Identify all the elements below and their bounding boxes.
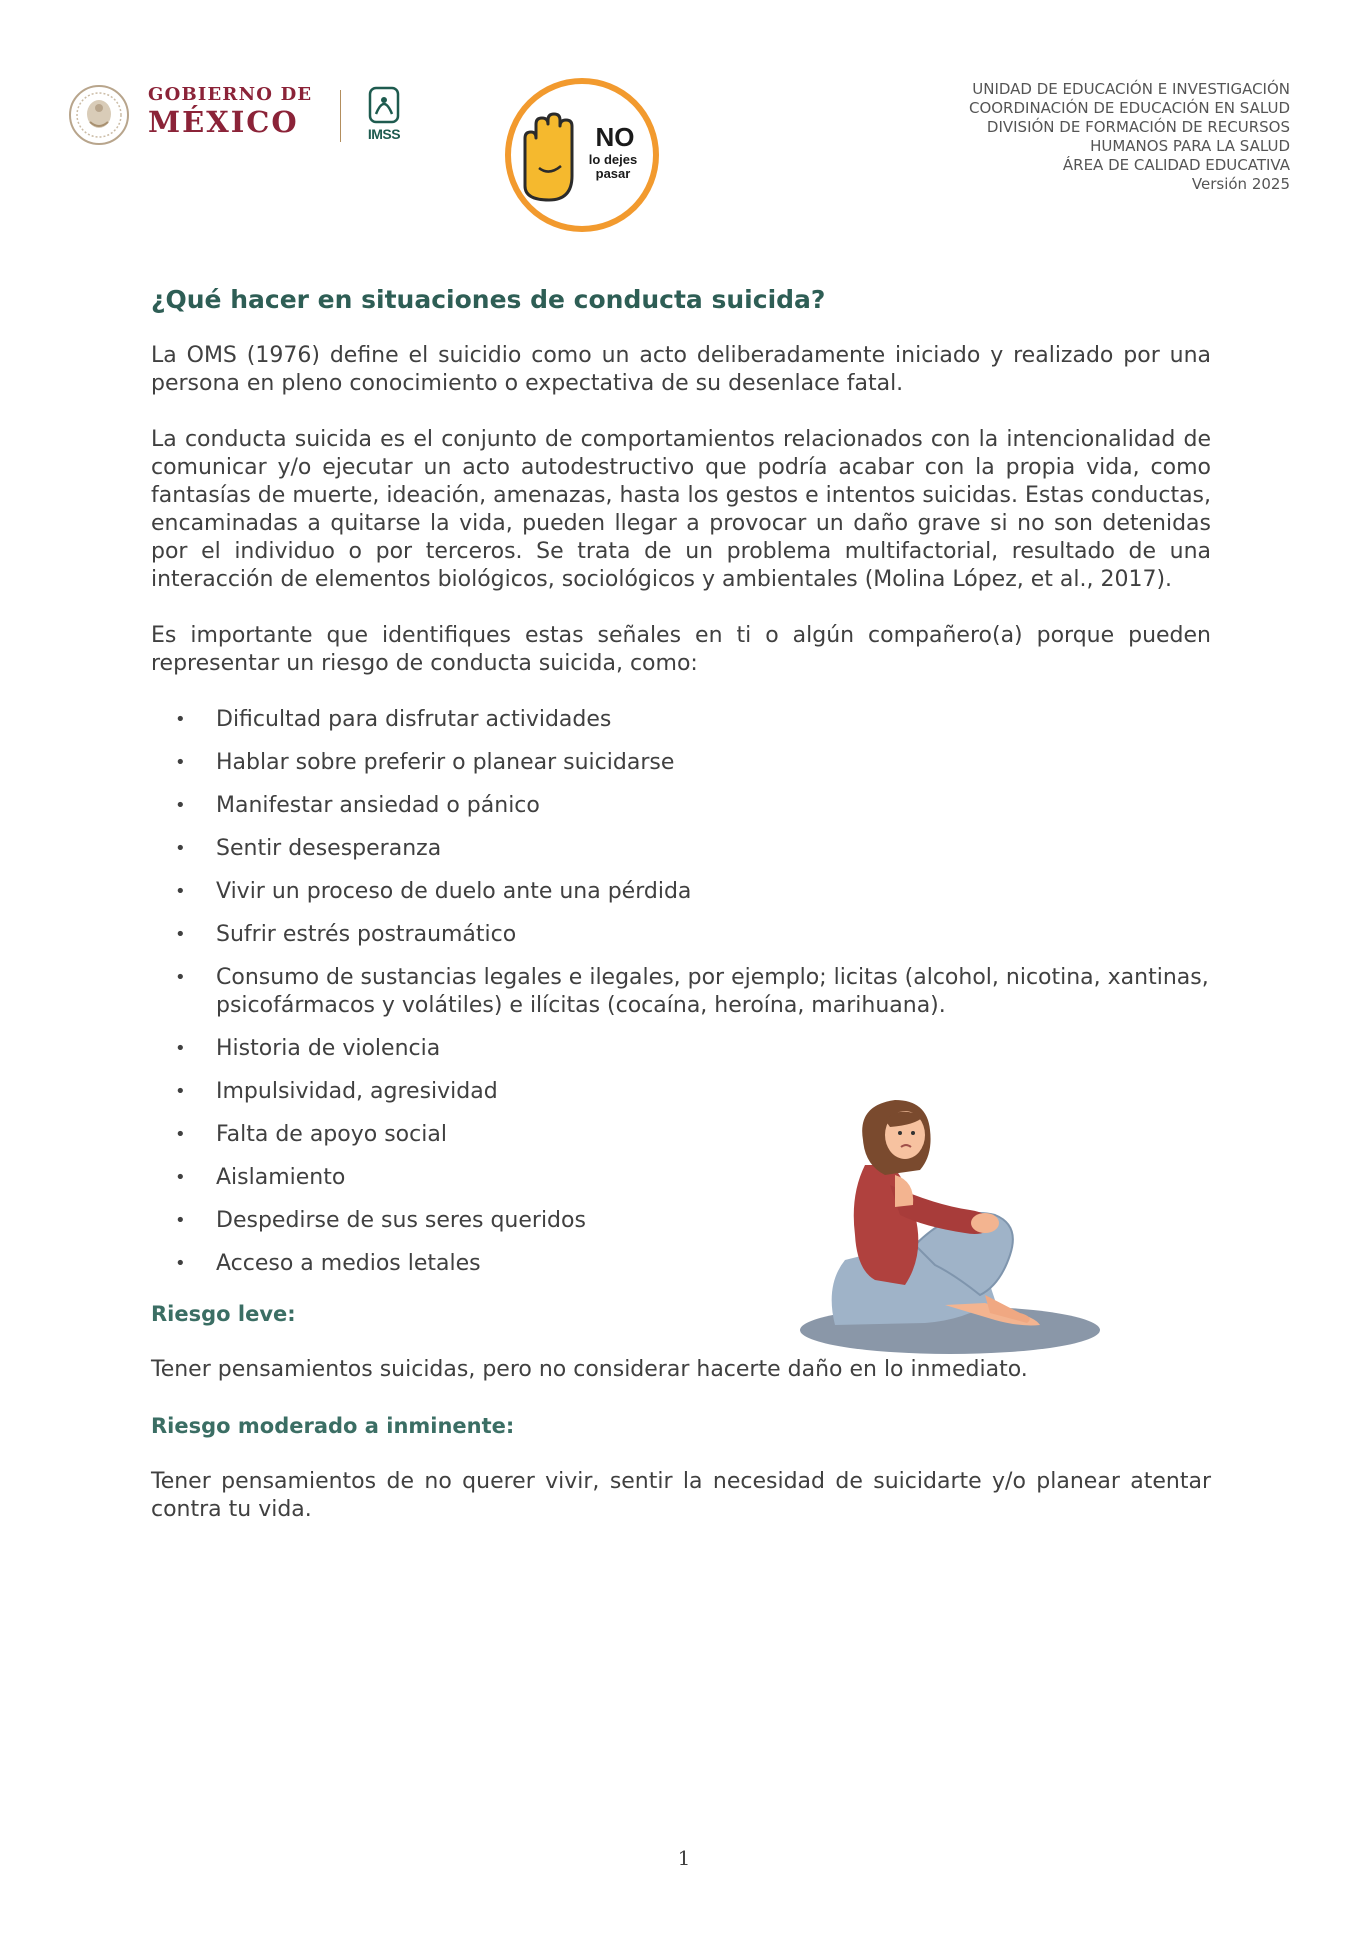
institution-line: UNIDAD DE EDUCACIÓN E INVESTIGACIÓN — [972, 80, 1290, 98]
bullet: • — [175, 1210, 186, 1231]
list-item-text: Historia de violencia — [216, 1036, 441, 1061]
list-item-text: Aislamiento — [216, 1165, 346, 1190]
list-item — [151, 792, 1231, 820]
version-label: Versión 2025 — [1191, 175, 1290, 193]
risk-high-text: Tener pensamientos de no querer vivir, sentir la necesidad de suicidarte y/o planear atentar contra tu vida. — [151, 1469, 1211, 1522]
bullet: • — [175, 1167, 186, 1188]
imss-logo — [360, 86, 408, 144]
bullet: • — [175, 924, 186, 945]
risk-low-heading: Riesgo leve: — [151, 1302, 296, 1326]
list-item-text: Dificultad para disfrutar actividades — [216, 707, 612, 732]
gob-line1: GOBIERNO DE — [148, 84, 313, 105]
document-title: ¿Qué hacer en situaciones de conducta suicida? — [151, 285, 826, 314]
risk-high-heading: Riesgo moderado a inminente: — [151, 1414, 515, 1438]
bullet: • — [175, 795, 186, 816]
list-item — [151, 749, 1231, 777]
logo-divider — [340, 90, 341, 142]
campaign-no: NO — [595, 122, 635, 152]
institution-line: ÁREA DE CALIDAD EDUCATIVA — [1062, 156, 1290, 174]
page-number: 1 — [677, 1846, 691, 1870]
campaign-line3: pasar — [595, 166, 631, 181]
bullet: • — [175, 1081, 186, 1102]
list-item-text: Manifestar ansiedad o pánico — [216, 793, 540, 818]
list-item-text: Vivir un proceso de duelo ante una pérdida — [216, 879, 692, 904]
paragraph-suicidal-behavior: La conducta suicida es el conjunto de comportamientos relacionados con la intencionalidad de comunicar y/o ejecutar un acto autodestructivo que podría acabar con la propia vida, como fantasías de muerte, ideación, amenazas, hasta los gestos e intentos suicidas. Estas conductas, encaminadas a quitarse la vida, pueden llegar a provocar un daño grave si no son detenidas por el individuo o por terceros. Se trata de un problema multifactorial, resultado de una interacción de elementos biológicos, sociológicos y ambientales (Molina López, et al., 2017). — [151, 427, 1211, 592]
page-header — [0, 0, 1368, 240]
list-item — [151, 878, 1231, 906]
institution-line: HUMANOS PARA LA SALUD — [1090, 137, 1290, 155]
list-item-text: Acceso a medios letales — [216, 1251, 481, 1276]
institution-block — [969, 80, 1290, 194]
bullet: • — [175, 752, 186, 773]
document-body — [151, 284, 1211, 1552]
bullet: • — [175, 1038, 186, 1059]
list-item — [151, 921, 1231, 949]
national-seal-icon — [66, 84, 132, 146]
list-item — [151, 1035, 1231, 1063]
bullet: • — [175, 709, 186, 730]
sad-woman-illustration — [795, 1095, 1105, 1360]
bullet: • — [175, 838, 186, 859]
bullet: • — [175, 1124, 186, 1145]
campaign-line2: lo dejes — [588, 152, 638, 167]
imss-label: IMSS — [367, 126, 401, 142]
gob-line2: MÉXICO — [148, 105, 299, 139]
list-item-text: Hablar sobre preferir o planear suicidarse — [216, 750, 675, 775]
list-item-text: Despedirse de sus seres queridos — [216, 1208, 586, 1233]
bullet: • — [175, 1253, 186, 1274]
no-lo-dejes-pasar-logo — [503, 76, 661, 234]
bullet: • — [175, 967, 186, 988]
paragraph-warning-signs-intro: Es importante que identifiques estas señales en ti o algún compañero(a) porque pueden representar un riesgo de conducta suicida, como: — [151, 623, 1211, 676]
list-item-text: Sentir desesperanza — [216, 836, 442, 861]
list-item-text: Impulsividad, agresividad — [216, 1079, 498, 1104]
imss-eagle-icon — [360, 86, 408, 126]
list-item — [151, 835, 1231, 863]
gobierno-de-mexico-logo — [66, 84, 336, 146]
institution-line: DIVISIÓN DE FORMACIÓN DE RECURSOS — [986, 118, 1290, 136]
institution-line: COORDINACIÓN DE EDUCACIÓN EN SALUD — [968, 99, 1290, 117]
list-item-text: Sufrir estrés postraumático — [216, 922, 517, 947]
paragraph-oms-definition: La OMS (1976) define el suicidio como un acto deliberadamente iniciado y realizado por una persona en pleno conocimiento o expectativa de su desenlace fatal. — [151, 343, 1211, 396]
list-item-text: Falta de apoyo social — [216, 1122, 447, 1147]
list-item — [151, 964, 1231, 1020]
bullet: • — [175, 881, 186, 902]
list-item — [151, 706, 1231, 734]
risk-low-text: Tener pensamientos suicidas, pero no considerar hacerte daño en lo inmediato. — [151, 1357, 1028, 1382]
list-item-text: Consumo de sustancias legales e ilegales, por ejemplo; licitas (alcohol, nicotina, xantinas, psicofármacos y volátiles) e ilícitas (cocaína, heroína, marihuana). — [216, 965, 1209, 1018]
